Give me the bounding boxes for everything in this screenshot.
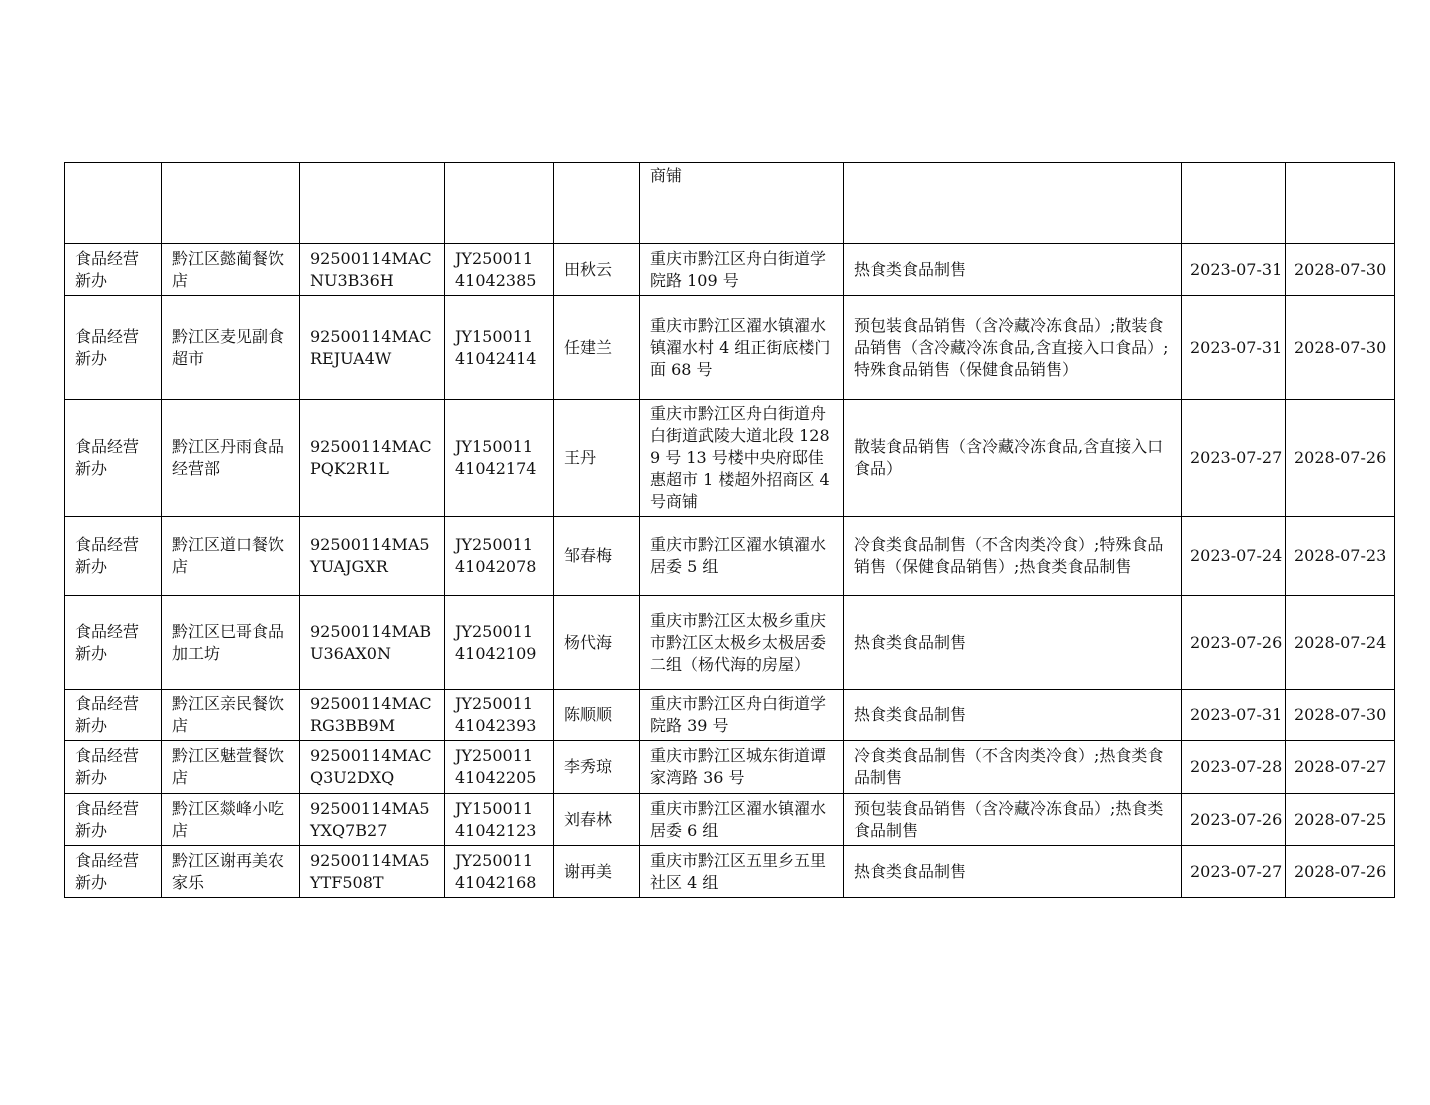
cell-address: 重庆市黔江区舟白街道舟白街道武陵大道北段 1289 号 13 号楼中央府邸佳惠超市 1 楼超外招商区 4 号商铺 xyxy=(640,400,844,517)
cell-type: 食品经营新办 xyxy=(65,846,162,898)
cell-issue-date: 2023-07-31 xyxy=(1182,296,1286,400)
cell-scope: 预包装食品销售（含冷藏冷冻食品）;热食类食品制售 xyxy=(844,794,1182,846)
cell-name: 黔江区道口餐饮店 xyxy=(162,517,300,596)
cell-credit-code: 92500114MACPQK2R1L xyxy=(300,400,445,517)
cell-credit-code: 92500114MACQ3U2DXQ xyxy=(300,741,445,794)
cell-expiry-date: 2028-07-30 xyxy=(1286,296,1395,400)
cell-address: 重庆市黔江区濯水镇濯水居委 5 组 xyxy=(640,517,844,596)
cell-name: 黔江区麦见副食超市 xyxy=(162,296,300,400)
cell-address: 重庆市黔江区濯水镇濯水镇濯水村 4 组正街底楼门面 68 号 xyxy=(640,296,844,400)
cell-issue-date: 2023-07-26 xyxy=(1182,794,1286,846)
cell-address: 重庆市黔江区濯水镇濯水居委 6 组 xyxy=(640,794,844,846)
cell-expiry-date: 2028-07-23 xyxy=(1286,517,1395,596)
cell-issue-date: 2023-07-27 xyxy=(1182,846,1286,898)
permit-table xyxy=(64,162,1395,898)
cell-scope: 热食类食品制售 xyxy=(844,690,1182,741)
cell-type: 食品经营新办 xyxy=(65,741,162,794)
cell-license-no: JY15001141042414 xyxy=(445,296,554,400)
cell-scope xyxy=(844,163,1182,244)
cell-expiry-date: 2028-07-26 xyxy=(1286,400,1395,517)
cell-address: 重庆市黔江区舟白街道学院路 39 号 xyxy=(640,690,844,741)
cell-name: 黔江区丹雨食品经营部 xyxy=(162,400,300,517)
cell-name xyxy=(162,163,300,244)
cell-scope: 散装食品销售（含冷藏冷冻食品,含直接入口食品） xyxy=(844,400,1182,517)
cell-credit-code: 92500114MA5YUAJGXR xyxy=(300,517,445,596)
table-row xyxy=(65,794,1395,846)
permit-table-body xyxy=(65,163,1395,898)
cell-type: 食品经营新办 xyxy=(65,794,162,846)
cell-issue-date: 2023-07-24 xyxy=(1182,517,1286,596)
cell-type: 食品经营新办 xyxy=(65,296,162,400)
cell-name: 黔江区燚峰小吃店 xyxy=(162,794,300,846)
cell-legal-person: 王丹 xyxy=(554,400,640,517)
cell-type: 食品经营新办 xyxy=(65,400,162,517)
cell-legal-person: 田秋云 xyxy=(554,244,640,296)
cell-expiry-date: 2028-07-27 xyxy=(1286,741,1395,794)
table-row xyxy=(65,244,1395,296)
cell-name: 黔江区谢再美农家乐 xyxy=(162,846,300,898)
cell-credit-code: 92500114MACREJUA4W xyxy=(300,296,445,400)
cell-address: 商铺 xyxy=(640,163,844,244)
cell-license-no xyxy=(445,163,554,244)
cell-credit-code: 92500114MABU36AX0N xyxy=(300,596,445,690)
cell-scope: 预包装食品销售（含冷藏冷冻食品）;散装食品销售（含冷藏冷冻食品,含直接入口食品）;特殊食品销售（保健食品销售） xyxy=(844,296,1182,400)
cell-license-no: JY25001141042078 xyxy=(445,517,554,596)
cell-scope: 热食类食品制售 xyxy=(844,244,1182,296)
cell-type: 食品经营新办 xyxy=(65,596,162,690)
cell-address: 重庆市黔江区五里乡五里社区 4 组 xyxy=(640,846,844,898)
cell-legal-person xyxy=(554,163,640,244)
cell-license-no: JY15001141042174 xyxy=(445,400,554,517)
cell-name: 黔江区亲民餐饮店 xyxy=(162,690,300,741)
table-row xyxy=(65,596,1395,690)
cell-issue-date: 2023-07-26 xyxy=(1182,596,1286,690)
cell-type xyxy=(65,163,162,244)
cell-name: 黔江区巳哥食品加工坊 xyxy=(162,596,300,690)
cell-legal-person: 陈顺顺 xyxy=(554,690,640,741)
cell-legal-person: 谢再美 xyxy=(554,846,640,898)
cell-expiry-date: 2028-07-26 xyxy=(1286,846,1395,898)
cell-address: 重庆市黔江区舟白街道学院路 109 号 xyxy=(640,244,844,296)
cell-license-no: JY25001141042393 xyxy=(445,690,554,741)
cell-type: 食品经营新办 xyxy=(65,690,162,741)
table-row xyxy=(65,741,1395,794)
table-row xyxy=(65,517,1395,596)
cell-license-no: JY25001141042168 xyxy=(445,846,554,898)
cell-expiry-date: 2028-07-24 xyxy=(1286,596,1395,690)
cell-expiry-date: 2028-07-25 xyxy=(1286,794,1395,846)
cell-scope: 热食类食品制售 xyxy=(844,846,1182,898)
cell-expiry-date: 2028-07-30 xyxy=(1286,244,1395,296)
cell-credit-code: 92500114MA5YTF508T xyxy=(300,846,445,898)
cell-legal-person: 刘春林 xyxy=(554,794,640,846)
cell-credit-code: 92500114MACRG3BB9M xyxy=(300,690,445,741)
table-row xyxy=(65,846,1395,898)
cell-issue-date xyxy=(1182,163,1286,244)
cell-type: 食品经营新办 xyxy=(65,244,162,296)
cell-scope: 热食类食品制售 xyxy=(844,596,1182,690)
table-row xyxy=(65,690,1395,741)
cell-address: 重庆市黔江区太极乡重庆市黔江区太极乡太极居委二组（杨代海的房屋） xyxy=(640,596,844,690)
cell-name: 黔江区魅萱餐饮店 xyxy=(162,741,300,794)
cell-issue-date: 2023-07-28 xyxy=(1182,741,1286,794)
cell-credit-code: 92500114MA5YXQ7B27 xyxy=(300,794,445,846)
cell-type: 食品经营新办 xyxy=(65,517,162,596)
cell-name: 黔江区懿蔺餐饮店 xyxy=(162,244,300,296)
continuation-row xyxy=(65,163,1395,244)
cell-expiry-date: 2028-07-30 xyxy=(1286,690,1395,741)
cell-credit-code: 92500114MACNU3B36H xyxy=(300,244,445,296)
cell-credit-code xyxy=(300,163,445,244)
cell-legal-person: 邹春梅 xyxy=(554,517,640,596)
cell-legal-person: 李秀琼 xyxy=(554,741,640,794)
cell-legal-person: 杨代海 xyxy=(554,596,640,690)
cell-issue-date: 2023-07-31 xyxy=(1182,690,1286,741)
cell-license-no: JY25001141042385 xyxy=(445,244,554,296)
table-row xyxy=(65,400,1395,517)
cell-license-no: JY15001141042123 xyxy=(445,794,554,846)
cell-license-no: JY25001141042109 xyxy=(445,596,554,690)
cell-issue-date: 2023-07-31 xyxy=(1182,244,1286,296)
cell-license-no: JY25001141042205 xyxy=(445,741,554,794)
cell-scope: 冷食类食品制售（不含肉类冷食）;特殊食品销售（保健食品销售）;热食类食品制售 xyxy=(844,517,1182,596)
table-row xyxy=(65,296,1395,400)
cell-legal-person: 任建兰 xyxy=(554,296,640,400)
cell-issue-date: 2023-07-27 xyxy=(1182,400,1286,517)
cell-scope: 冷食类食品制售（不含肉类冷食）;热食类食品制售 xyxy=(844,741,1182,794)
cell-expiry-date xyxy=(1286,163,1395,244)
cell-address: 重庆市黔江区城东街道谭家湾路 36 号 xyxy=(640,741,844,794)
